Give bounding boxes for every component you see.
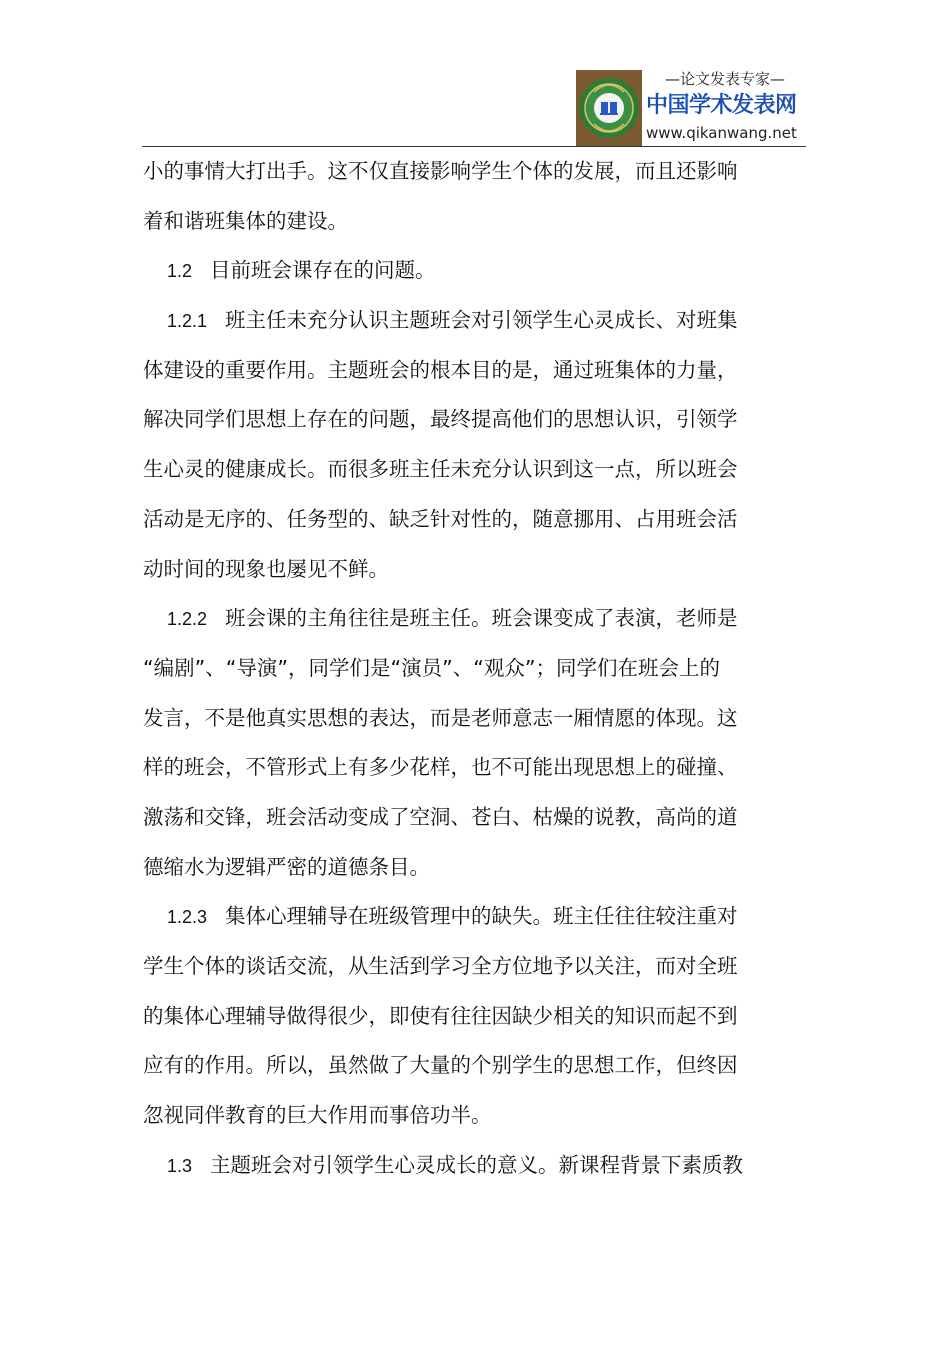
section-number: 1.2.1 [167, 311, 208, 332]
text-line: 解决同学们思想上存在的问题，最终提高他们的思想认识，引领学 [143, 407, 738, 432]
seal-icon [576, 70, 642, 146]
section-number: 1.2.3 [167, 907, 208, 928]
logo-brand: 中国学术发表网 [646, 93, 797, 118]
text-line: 体建设的重要作用。主题班会的根本目的是，通过班集体的力量， [143, 357, 738, 382]
text-line: 德缩水为逻辑严密的道德条目。 [143, 854, 430, 879]
header-divider [142, 146, 806, 147]
text-line: 应有的作用。所以，虽然做了大量的个别学生的思想工作，但终因 [143, 1053, 738, 1078]
text-line: 动时间的现象也屡见不鲜。 [143, 556, 389, 581]
logo-tagline: —论文发表专家— [664, 70, 785, 88]
document-body [143, 153, 803, 1196]
text-line: 发言，不是他真实思想的表达，而是老师意志一厢情愿的体现。这 [143, 705, 738, 730]
section-heading: 1.2 目前班会课存在的问题。 [143, 252, 803, 302]
logo-url: www.qikanwang.net [646, 124, 797, 142]
text-line: “编剧”、“导演”，同学们是“演员”、“观众”；同学们在班会上的 [143, 655, 720, 680]
section-number: 1.2.2 [167, 609, 208, 630]
section-heading: 1.2.2 班会课的主角往往是班主任。班会课变成了表演，老师是 [143, 600, 803, 650]
logo-text [642, 70, 804, 146]
text-line: 激荡和交锋，班会活动变成了空洞、苍白、枯燥的说教，高尚的道 [143, 804, 738, 829]
text-line: 样的班会，不管形式上有多少花样，也不可能出现思想上的碰撞、 [143, 755, 738, 780]
text-line: 学生个体的谈话交流，从生活到学习全方位地予以关注，而对全班 [143, 954, 738, 978]
text-line: 小的事情大打出手。这不仅直接影响学生个体的发展，而且还影响 [143, 159, 738, 183]
text-line: 活动是无序的、任务型的、缺乏针对性的，随意挪用、占用班会活 [143, 506, 738, 531]
section-heading: 1.2.3 集体心理辅导在班级管理中的缺失。班主任往往较注重对 [143, 898, 803, 948]
text-line: 着和谐班集体的建设。 [143, 208, 348, 233]
text-line: 的集体心理辅导做得很少，即使有往往因缺少相关的知识而起不到 [143, 1003, 738, 1028]
section-heading: 1.2.1 班主任未充分认识主题班会对引领学生心灵成长、对班集 [143, 302, 803, 352]
text-line: 忽视同伴教育的巨大作用而事倍功半。 [143, 1103, 492, 1128]
publisher-logo [576, 70, 804, 146]
text-line: 生心灵的健康成长。而很多班主任未充分认识到这一点，所以班会 [143, 457, 738, 482]
section-heading: 1.3 主题班会对引领学生心灵成长的意义。新课程背景下素质教 [143, 1147, 803, 1197]
section-number: 1.2 [167, 261, 193, 282]
section-number: 1.3 [167, 1155, 193, 1176]
